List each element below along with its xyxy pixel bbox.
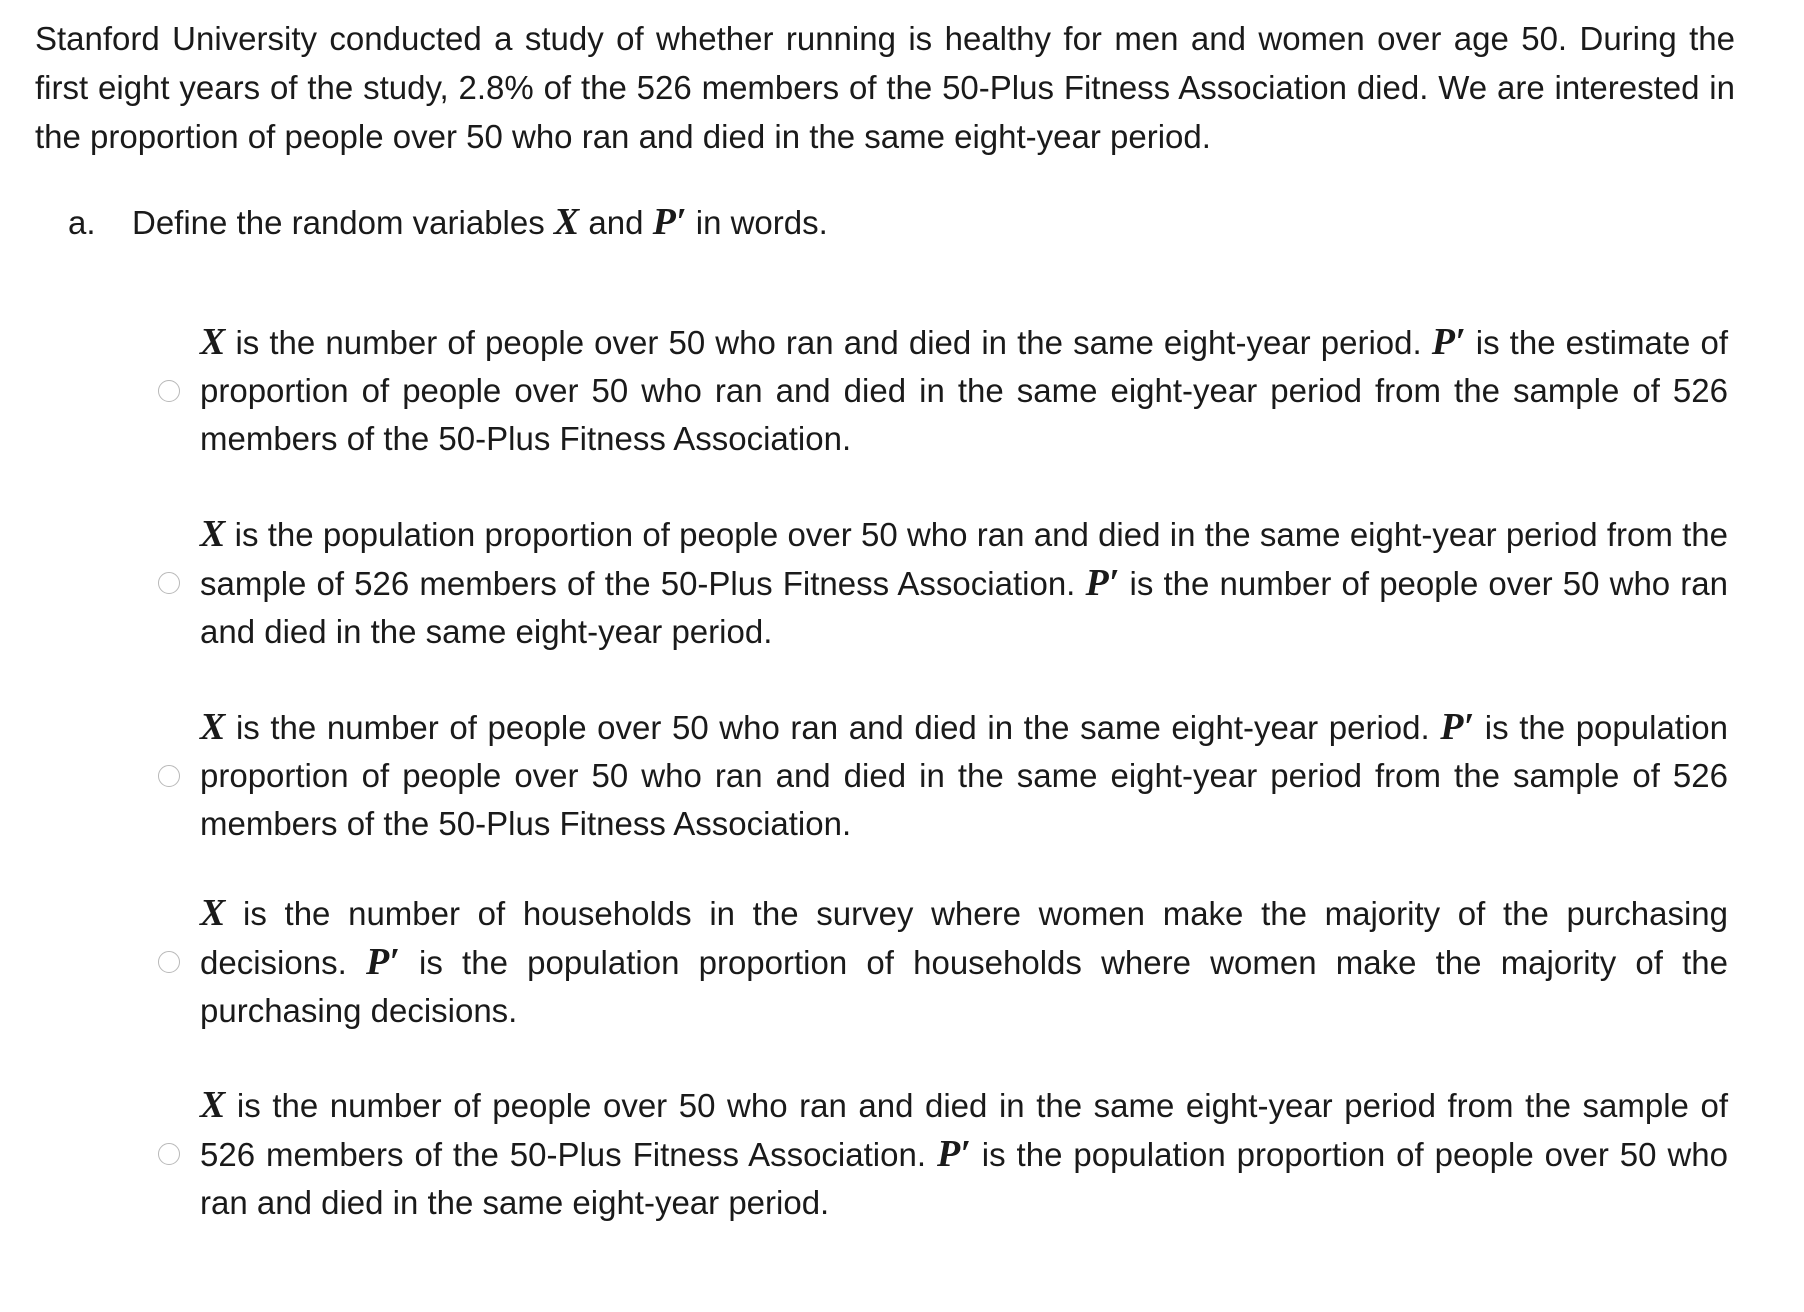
option-2-var-x: X — [200, 513, 226, 555]
question-letter: a. — [68, 204, 96, 241]
option-3-text-part-2: is the population proportion of people over 50 who ran and died in the same eight-year period from the sample of 526 members of the 50-Plus Fitness Association. — [200, 709, 1729, 842]
option-4-text-part-2: is the population proportion of households where women make the majority of the purchasing decisions. — [200, 944, 1728, 1029]
question-prompt-after: in words. — [686, 204, 828, 241]
option-5-text-part-1: is the number of people over 50 who ran and died in the same eight-year period from the sample of 526 members of the 50-Plus Fitness Association. — [200, 1087, 1728, 1173]
option-3-text-part-1: is the number of people over 50 who ran and died in the same eight-year period. — [225, 709, 1441, 746]
answer-option-1[interactable] — [158, 318, 1728, 463]
radio-button-option-3[interactable] — [158, 765, 180, 787]
option-4-var-x: X — [200, 892, 226, 934]
option-3-text — [200, 703, 1728, 848]
option-4-text — [200, 889, 1728, 1035]
radio-button-option-5[interactable] — [158, 1143, 180, 1165]
option-1-text-part-1: is the number of people over 50 who ran and died in the same eight-year period. — [225, 324, 1432, 361]
option-1-text-part-2: is the estimate of proportion of people over 50 who ran and died in the same eight-year period from the sample of 526 members of the 50-Plus Fitness Association. — [200, 324, 1728, 457]
option-1-var-p: P′ — [1431, 321, 1466, 363]
option-1-var-x: X — [200, 321, 226, 363]
option-4-text-part-1: is the number of households in the survey where women make the majority of the purchasing decisions. — [200, 895, 1728, 981]
option-4-var-p: P′ — [365, 941, 400, 983]
option-5-text-part-2: is the population proportion of people over 50 who ran and died in the same eight-year period. — [200, 1136, 1728, 1221]
option-1-text — [200, 318, 1728, 463]
option-5-var-x: X — [200, 1084, 226, 1126]
question-a — [68, 198, 828, 247]
radio-button-option-2[interactable] — [158, 572, 180, 594]
option-5-text — [200, 1081, 1728, 1227]
answer-option-2[interactable] — [158, 510, 1728, 656]
option-3-var-p: P′ — [1440, 706, 1475, 748]
problem-statement — [35, 14, 1735, 161]
option-2-text-part-2: is the number of people over 50 who ran and died in the same eight-year period. — [200, 565, 1728, 650]
question-prompt-and: and — [579, 204, 653, 241]
question-prompt-before: Define the random variables — [132, 204, 554, 241]
problem-statement-text: Stanford University conducted a study of whether running is healthy for men and women over age 50. During the first eight years of the study, 2.8% of the 526 members of the 50-Plus Fitness Association died. We are interested in the proportion of people over 50 who ran and died in the same eight-year period. — [35, 20, 1735, 155]
option-2-text-part-1: is the population proportion of people over 50 who ran and died in the same eight-year period from the sample of 526 members of the 50-Plus Fitness Association. — [200, 516, 1728, 602]
answer-option-4[interactable] — [158, 889, 1728, 1035]
question-var-x: X — [553, 201, 580, 243]
option-5-var-p: P′ — [936, 1133, 971, 1175]
question-var-p: P′ — [652, 201, 687, 243]
answer-option-5[interactable] — [158, 1081, 1728, 1227]
question-prompt — [132, 198, 828, 247]
answer-option-3[interactable] — [158, 703, 1728, 848]
option-3-var-x: X — [200, 706, 226, 748]
option-2-text — [200, 510, 1728, 656]
radio-button-option-4[interactable] — [158, 951, 180, 973]
option-2-var-p: P′ — [1085, 562, 1120, 604]
radio-button-option-1[interactable] — [158, 380, 180, 402]
